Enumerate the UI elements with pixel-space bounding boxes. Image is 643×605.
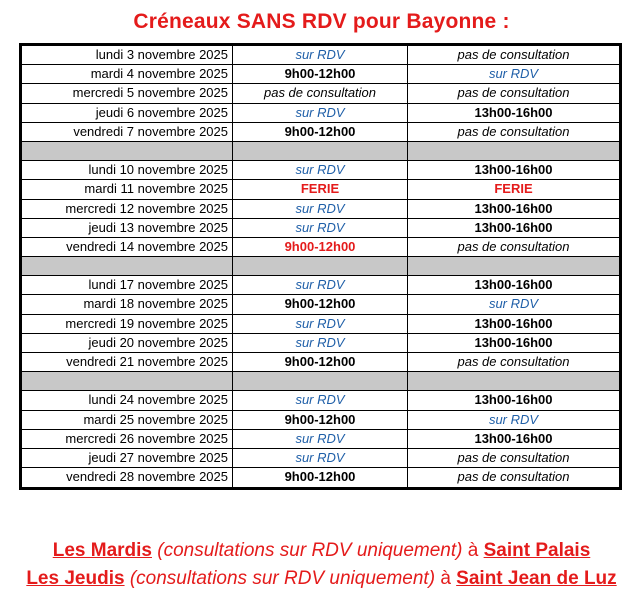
footer-day: Les Jeudis	[26, 568, 125, 589]
afternoon-cell: 13h00-16h00	[407, 161, 619, 179]
morning-cell: sur RDV	[232, 200, 407, 218]
morning-cell: sur RDV	[232, 449, 407, 467]
date-cell	[22, 257, 232, 275]
table-row	[22, 468, 619, 487]
footer-line-tuesdays	[0, 540, 643, 562]
footer-at: à	[440, 568, 451, 589]
afternoon-cell: 13h00-16h00	[407, 315, 619, 333]
morning-cell: 9h00-12h00	[232, 295, 407, 313]
week-separator-row	[22, 372, 619, 391]
morning-cell: sur RDV	[232, 430, 407, 448]
date-cell: vendredi 21 novembre 2025	[22, 353, 232, 371]
date-cell: mardi 4 novembre 2025	[22, 65, 232, 83]
date-cell: mercredi 26 novembre 2025	[22, 430, 232, 448]
afternoon-cell	[407, 372, 619, 390]
date-cell: lundi 3 novembre 2025	[22, 46, 232, 64]
week-separator-row	[22, 142, 619, 161]
footer-note: (consultations sur RDV uniquement)	[157, 540, 463, 561]
footer-place: Saint Jean de Luz	[456, 568, 617, 589]
afternoon-cell: sur RDV	[407, 295, 619, 313]
afternoon-cell: 13h00-16h00	[407, 200, 619, 218]
date-cell: mercredi 5 novembre 2025	[22, 84, 232, 102]
table-row	[22, 334, 619, 353]
date-cell: mercredi 19 novembre 2025	[22, 315, 232, 333]
morning-cell: 9h00-12h00	[232, 238, 407, 256]
date-cell	[22, 372, 232, 390]
morning-cell: 9h00-12h00	[232, 65, 407, 83]
afternoon-cell: 13h00-16h00	[407, 104, 619, 122]
date-cell: lundi 17 novembre 2025	[22, 276, 232, 294]
table-row	[22, 276, 619, 295]
morning-cell	[232, 372, 407, 390]
morning-cell: sur RDV	[232, 219, 407, 237]
footer-line-thursdays	[0, 568, 643, 590]
afternoon-cell: 13h00-16h00	[407, 219, 619, 237]
afternoon-cell: 13h00-16h00	[407, 276, 619, 294]
morning-cell: sur RDV	[232, 161, 407, 179]
morning-cell: sur RDV	[232, 46, 407, 64]
table-row	[22, 65, 619, 84]
date-cell: lundi 24 novembre 2025	[22, 391, 232, 409]
afternoon-cell: pas de consultation	[407, 46, 619, 64]
afternoon-cell: pas de consultation	[407, 84, 619, 102]
afternoon-cell: pas de consultation	[407, 449, 619, 467]
morning-cell: sur RDV	[232, 334, 407, 352]
date-cell	[22, 142, 232, 160]
afternoon-cell: pas de consultation	[407, 123, 619, 141]
afternoon-cell: 13h00-16h00	[407, 391, 619, 409]
schedule-table	[19, 43, 622, 490]
morning-cell: FERIE	[232, 180, 407, 198]
table-row	[22, 123, 619, 142]
afternoon-cell: pas de consultation	[407, 353, 619, 371]
table-row	[22, 84, 619, 103]
afternoon-cell: pas de consultation	[407, 238, 619, 256]
date-cell: mardi 11 novembre 2025	[22, 180, 232, 198]
afternoon-cell: pas de consultation	[407, 468, 619, 487]
afternoon-cell	[407, 142, 619, 160]
morning-cell: 9h00-12h00	[232, 353, 407, 371]
date-cell: vendredi 14 novembre 2025	[22, 238, 232, 256]
table-row	[22, 219, 619, 238]
morning-cell: 9h00-12h00	[232, 411, 407, 429]
afternoon-cell	[407, 257, 619, 275]
footer-place: Saint Palais	[483, 540, 591, 561]
table-row	[22, 295, 619, 314]
date-cell: vendredi 7 novembre 2025	[22, 123, 232, 141]
footer-note: (consultations sur RDV uniquement)	[129, 568, 436, 589]
morning-cell	[232, 142, 407, 160]
date-cell: mardi 18 novembre 2025	[22, 295, 232, 313]
date-cell: jeudi 20 novembre 2025	[22, 334, 232, 352]
morning-cell: sur RDV	[232, 104, 407, 122]
afternoon-cell: FERIE	[407, 180, 619, 198]
date-cell: mercredi 12 novembre 2025	[22, 200, 232, 218]
date-cell: mardi 25 novembre 2025	[22, 411, 232, 429]
table-row	[22, 161, 619, 180]
footer-at: à	[467, 540, 479, 561]
table-row	[22, 46, 619, 65]
date-cell: jeudi 6 novembre 2025	[22, 104, 232, 122]
table-row	[22, 353, 619, 372]
afternoon-cell: 13h00-16h00	[407, 430, 619, 448]
table-row	[22, 104, 619, 123]
table-row	[22, 180, 619, 199]
morning-cell: sur RDV	[232, 276, 407, 294]
table-row	[22, 238, 619, 257]
date-cell: lundi 10 novembre 2025	[22, 161, 232, 179]
date-cell: jeudi 27 novembre 2025	[22, 449, 232, 467]
morning-cell: sur RDV	[232, 315, 407, 333]
week-separator-row	[22, 257, 619, 276]
table-row	[22, 430, 619, 449]
table-row	[22, 449, 619, 468]
morning-cell: pas de consultation	[232, 84, 407, 102]
page-title: Créneaux SANS RDV pour Bayonne :	[133, 10, 510, 33]
table-row	[22, 200, 619, 219]
footer-day: Les Mardis	[52, 540, 152, 561]
afternoon-cell: 13h00-16h00	[407, 334, 619, 352]
date-cell: vendredi 28 novembre 2025	[22, 468, 232, 487]
table-row	[22, 411, 619, 430]
table-row	[22, 391, 619, 410]
morning-cell: 9h00-12h00	[232, 468, 407, 487]
afternoon-cell: sur RDV	[407, 65, 619, 83]
date-cell: jeudi 13 novembre 2025	[22, 219, 232, 237]
afternoon-cell: sur RDV	[407, 411, 619, 429]
morning-cell: sur RDV	[232, 391, 407, 409]
table-row	[22, 315, 619, 334]
morning-cell	[232, 257, 407, 275]
morning-cell: 9h00-12h00	[232, 123, 407, 141]
